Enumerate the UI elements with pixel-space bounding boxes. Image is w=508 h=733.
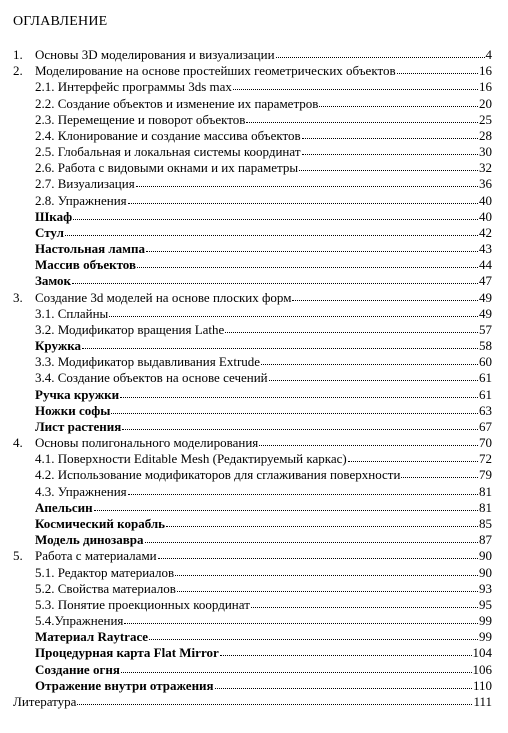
dot-leader [259,435,478,446]
toc-entry-page-number: 28 [479,127,492,143]
toc-entry[interactable] [0,532,508,548]
dot-leader [251,597,478,608]
dot-leader [137,257,478,268]
toc-entry-title: 2.4. Клонирование и создание массива объектов [35,127,301,143]
toc-entry[interactable] [0,516,508,532]
toc-entry[interactable] [0,160,508,176]
toc-entry-title: Ножки софы [35,402,111,418]
dot-leader [299,160,478,171]
toc-entry-page-number: 43 [479,241,492,257]
toc-entry[interactable] [0,290,508,306]
toc-entry-number: 3. [13,289,23,305]
dot-leader [401,467,478,478]
toc-entry-page-number: 79 [479,467,492,483]
dot-leader [261,354,478,365]
toc-entry-page-number: 40 [479,192,492,208]
toc-entry[interactable] [0,96,508,112]
toc-entry-page-number: 93 [479,580,492,596]
toc-entry-title: Кружка [35,338,82,354]
dot-leader [73,209,478,220]
toc-entry-title: 2.1. Интерфейс программы 3ds max [35,79,232,95]
toc-entry[interactable] [0,387,508,403]
toc-entry-title: 5.1. Редактор материалов [35,564,175,580]
dot-leader [348,451,478,462]
toc-entry-page-number: 104 [472,645,492,661]
toc-entry-title: 4.3. Упражнения [35,483,127,499]
dot-leader [122,419,478,430]
toc-entry-title: Основы полигонального моделирования [35,435,259,451]
dot-leader [302,144,478,155]
toc-entry-page-number: 20 [479,95,492,111]
toc-entry[interactable] [0,548,508,564]
toc-entry-page-number: 44 [479,257,492,273]
toc-entry-page-number: 106 [472,661,492,677]
toc-entry-title: 5.4.Упражнения [35,613,124,629]
dot-leader [158,548,478,559]
toc-entry-title: 3.3. Модификатор выдавливания Extrude [35,354,261,370]
toc-entry-page-number: 99 [479,613,492,629]
toc-entry-page-number: 85 [479,515,492,531]
toc-entry-title: Процедурная карта Flat Mirror [35,645,219,661]
toc-entry[interactable] [0,435,508,451]
toc-entry-page-number: 58 [479,338,492,354]
toc-entry[interactable] [0,565,508,581]
toc-entry-page-number: 81 [479,483,492,499]
toc-entry[interactable] [0,322,508,338]
dot-leader [128,484,478,495]
toc-entry-title: 2.5. Глобальная и локальная системы координат [35,144,301,160]
toc-entry[interactable] [0,467,508,483]
table-of-contents [0,47,508,710]
toc-entry[interactable] [0,354,508,370]
toc-entry-title: 2.6. Работа с видовыми окнами и их параметры [35,160,299,176]
toc-entry-page-number: 90 [479,564,492,580]
dot-leader [246,112,478,123]
toc-entry-title: Моделирование на основе простейших геометрических объектов [35,63,396,79]
dot-leader [77,694,472,705]
toc-entry-title: Шкаф [35,208,73,224]
toc-entry[interactable] [0,403,508,419]
dot-leader [276,47,485,58]
toc-entry-title: Создание 3d моделей на основе плоских форм [35,289,292,305]
dot-leader [120,387,478,398]
toc-entry[interactable] [0,581,508,597]
toc-entry-number: 4. [13,435,23,451]
toc-entry-page-number: 25 [479,111,492,127]
toc-entry-page-number: 16 [479,79,492,95]
toc-entry-page-number: 90 [479,548,492,564]
toc-entry-page-number: 30 [479,144,492,160]
dot-leader [146,241,478,252]
toc-entry[interactable] [0,484,508,500]
toc-entry[interactable] [0,597,508,613]
toc-entry-title: Литература [13,693,77,709]
toc-entry[interactable] [0,694,508,710]
toc-entry[interactable] [0,500,508,516]
toc-entry-title: Ручка кружки [35,386,120,402]
toc-entry-title: Отражение внутри отражения [35,677,214,693]
toc-entry-title: 2.8. Упражнения [35,192,127,208]
toc-entry[interactable] [0,613,508,629]
toc-entry-title: Создание огня [35,661,120,677]
toc-entry-page-number: 40 [479,208,492,224]
toc-entry[interactable] [0,273,508,289]
toc-entry-page-number: 42 [479,224,492,240]
toc-entry-title: Замок [35,273,72,289]
dot-leader [111,403,478,414]
toc-entry-title: 3.1. Сплайны [35,305,109,321]
toc-entry-page-number: 61 [479,386,492,402]
toc-entry-title: 4.2. Использование модификаторов для сглаживания поверхности [35,467,401,483]
toc-entry-number: 5. [13,548,23,564]
toc-entry[interactable] [0,419,508,435]
toc-entry[interactable] [0,370,508,386]
dot-leader [145,532,478,543]
toc-entry[interactable] [0,193,508,209]
dot-leader [220,645,472,656]
toc-entry[interactable] [0,79,508,95]
toc-entry-page-number: 49 [479,289,492,305]
toc-entry-page-number: 57 [479,321,492,337]
toc-entry-page-number: 61 [479,370,492,386]
toc-entry[interactable] [0,241,508,257]
toc-entry[interactable] [0,645,508,661]
toc-entry-page-number: 81 [479,499,492,515]
toc-entry-title: Работа с материалами [35,548,157,564]
dot-leader [225,322,478,333]
toc-entry-title: 3.4. Создание объектов на основе сечений [35,370,268,386]
dot-leader [397,63,478,74]
dot-leader [215,678,472,689]
toc-entry[interactable] [0,144,508,160]
toc-entry-title: Материал Raytrace [35,629,148,645]
dot-leader [166,516,478,527]
toc-entry-page-number: 49 [479,305,492,321]
toc-entry[interactable] [0,662,508,678]
toc-entry-title: 5.3. Понятие проекционных координат [35,596,250,612]
toc-entry-page-number: 36 [479,176,492,192]
toc-entry-page-number: 110 [472,677,492,693]
dot-leader [175,565,478,576]
toc-entry-page-number: 16 [479,63,492,79]
toc-entry[interactable] [0,128,508,144]
toc-entry-number: 2. [13,63,23,79]
toc-entry-title: Стул [35,224,64,240]
toc-entry-page-number: 32 [479,160,492,176]
toc-entry-title: 3.2. Модификатор вращения Lathe [35,321,225,337]
toc-entry-page-number: 67 [479,418,492,434]
dot-leader [302,128,478,139]
toc-entry[interactable] [0,112,508,128]
toc-entry-page-number: 72 [479,451,492,467]
dot-leader [128,193,478,204]
dot-leader [121,662,472,673]
toc-entry-title: 2.2. Создание объектов и изменение их параметров [35,95,319,111]
toc-entry-number: 1. [13,47,23,62]
dot-leader [319,96,478,107]
toc-entry-page-number: 60 [479,354,492,370]
toc-entry-page-number: 63 [479,402,492,418]
toc-entry[interactable] [0,209,508,225]
dot-leader [124,613,478,624]
toc-entry[interactable] [0,176,508,192]
toc-entry-page-number: 99 [479,629,492,645]
dot-leader [177,581,478,592]
toc-entry-title: Космический корабль [35,515,166,531]
dot-leader [292,290,478,301]
dot-leader [269,370,478,381]
toc-entry-page-number: 47 [479,273,492,289]
toc-entry[interactable] [0,63,508,79]
toc-entry[interactable] [0,47,508,63]
toc-entry-title: 2.7. Визуализация [35,176,135,192]
toc-entry-page-number: 70 [479,435,492,451]
toc-entry-title: 4.1. Поверхности Editable Mesh (Редактируемый каркас) [35,451,347,467]
dot-leader [233,79,478,90]
dot-leader [149,629,478,640]
toc-entry[interactable] [0,306,508,322]
toc-entry-title: Настольная лампа [35,241,146,257]
toc-entry-title: Лист растения [35,418,122,434]
toc-entry-page-number: 87 [479,532,492,548]
toc-entry-title: Массив объектов [35,257,136,273]
toc-entry[interactable] [0,225,508,241]
toc-entry[interactable] [0,257,508,273]
toc-entry-page-number: 4 [485,47,492,62]
toc-entry-title: 5.2. Свойства материалов [35,580,176,596]
toc-entry[interactable] [0,338,508,354]
toc-entry-title: Основы 3D моделирования и визуализации [35,47,275,62]
dot-leader [65,225,478,236]
dot-leader [72,273,478,284]
toc-entry-title: Апельсин [35,499,93,515]
toc-entry[interactable] [0,629,508,645]
dot-leader [136,176,478,187]
toc-entry-title: 2.3. Перемещение и поворот объектов [35,111,246,127]
toc-entry-title: Модель динозавра [35,532,144,548]
toc-entry[interactable] [0,678,508,694]
dot-leader [82,338,478,349]
page-title: ОГЛАВЛЕНИЕ [13,14,108,29]
toc-entry[interactable] [0,451,508,467]
dot-leader [94,500,478,511]
toc-entry-page-number: 111 [473,693,492,709]
dot-leader [109,306,478,317]
toc-entry-page-number: 95 [479,596,492,612]
